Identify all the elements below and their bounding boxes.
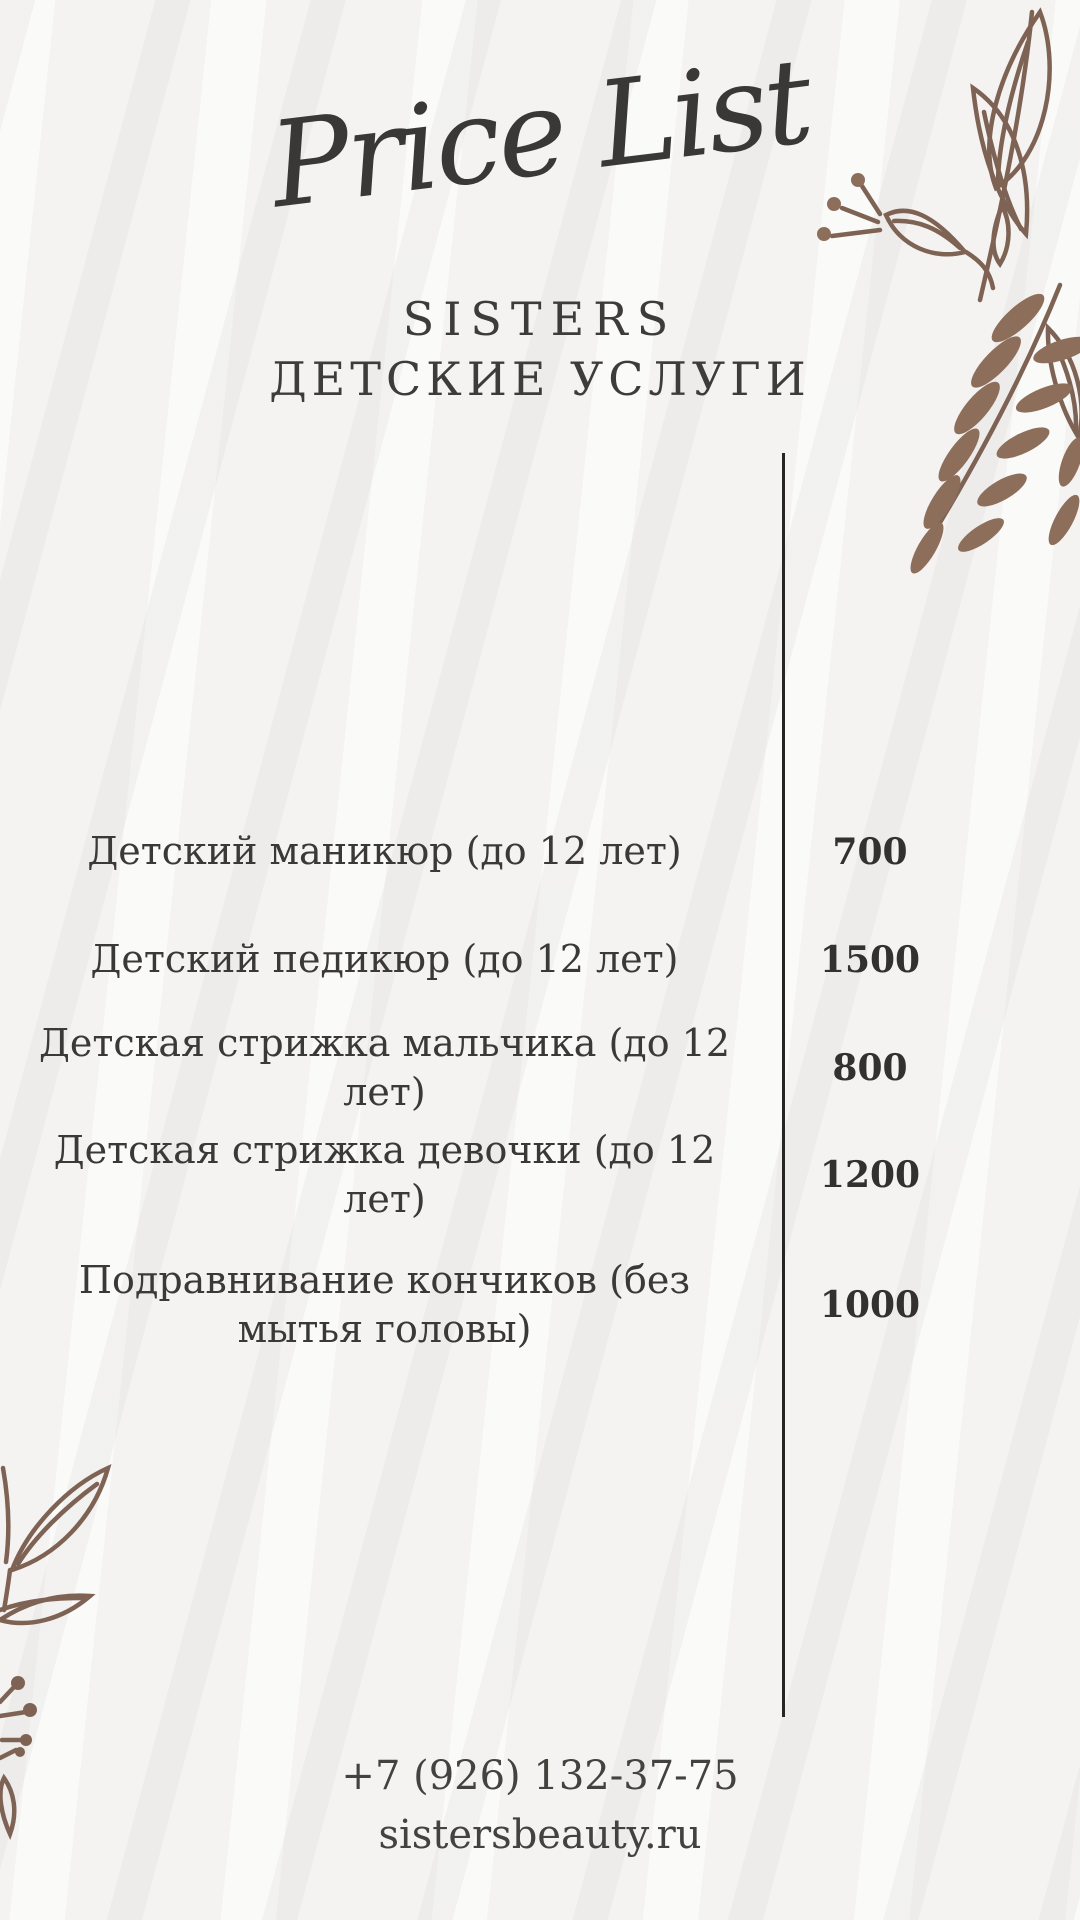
service-price: 1500 <box>819 939 921 981</box>
price-row <box>0 1127 1080 1221</box>
page-title-script: Price List <box>263 31 817 235</box>
service-price: 1200 <box>819 1154 921 1196</box>
price-row <box>0 820 1080 884</box>
service-name: Детская стрижка мальчика (до 12 лет) <box>38 1020 731 1114</box>
contact-website: sistersbeauty.ru <box>378 1812 702 1858</box>
category-subtitle: ДЕТСКИЕ УСЛУГИ <box>269 352 811 406</box>
price-row <box>0 1240 1080 1370</box>
price-row <box>0 928 1080 992</box>
service-name: Детский педикюр (до 12 лет) <box>90 937 679 982</box>
service-name: Детская стрижка девочки (до 12 лет) <box>53 1127 716 1221</box>
price-row <box>0 1020 1080 1114</box>
service-price: 800 <box>832 1047 908 1089</box>
brand-name: SISTERS <box>402 292 678 346</box>
service-name: Подравнивание кончиков (без мытья головы) <box>78 1257 691 1351</box>
service-price: 700 <box>832 831 908 873</box>
service-price: 1000 <box>819 1284 921 1326</box>
contact-phone: +7 (926) 132-37-75 <box>341 1753 739 1799</box>
service-name: Детский маникюр (до 12 лет) <box>87 829 682 874</box>
